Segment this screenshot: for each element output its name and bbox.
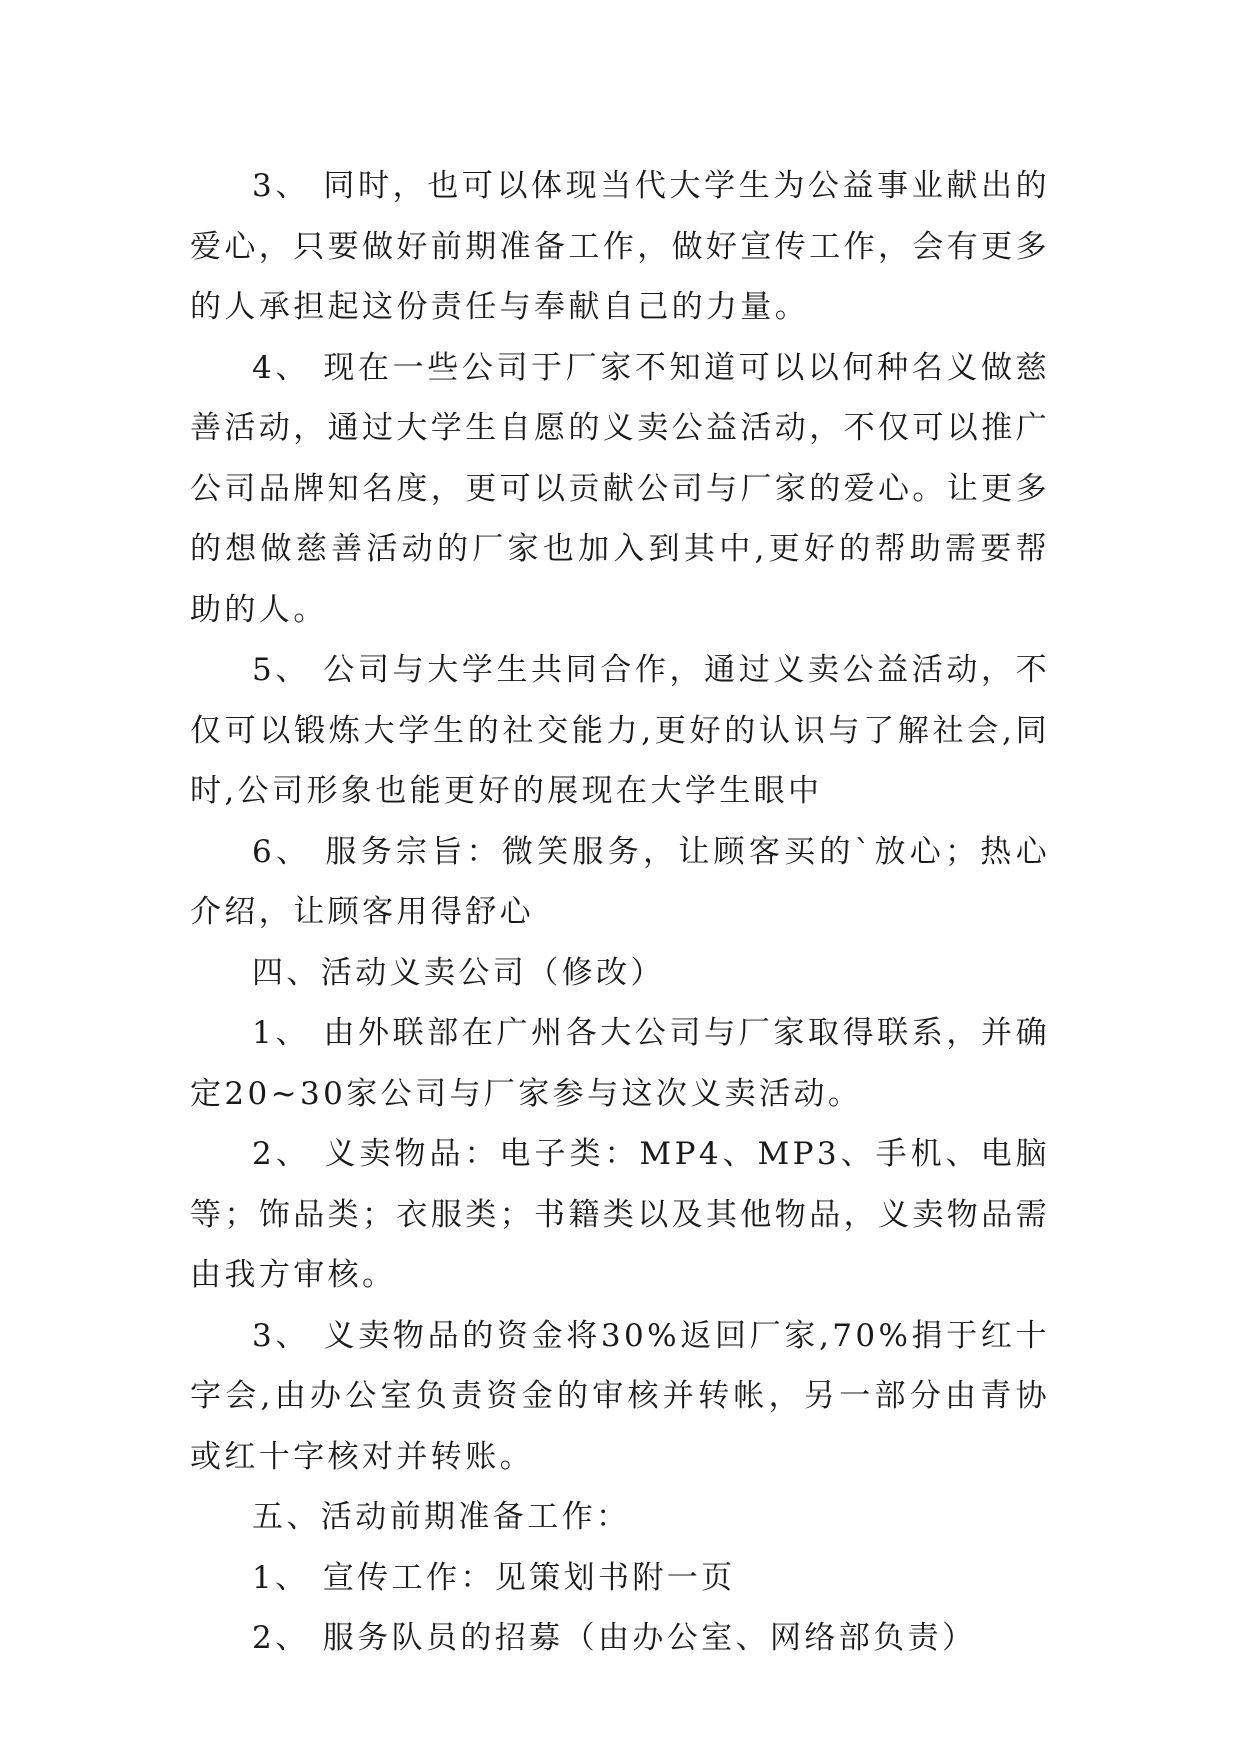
paragraph-item-3-public-welfare: 3、 同时，也可以体现当代大学生为公益事业献出的爱心，只要做好前期准备工作，做好宣传工作，会有更多的人承担起这份责任与奉献自己的力量。 — [190, 168, 1050, 325]
paragraph-item-4-company-charity: 4、 现在一些公司于厂家不知道可以以何种名义做慈善活动，通过大学生自愿的义卖公益活动，不仅可以推广公司品牌知名度，更可以贡献公司与厂家的爱心。让更多的想做慈善活动的厂家也加入到其中,更好的帮助需要帮助的人。 — [190, 349, 1050, 628]
paragraph-item-5-cooperation: 5、 公司与大学生共同合作，通过义卖公益活动，不仅可以锻炼大学生的社交能力,更好的认识与了解社会,同时,公司形象也能更好的展现在大学生眼中 — [190, 652, 1050, 809]
section-heading-preparation: 五、活动前期准备工作： — [252, 1499, 631, 1535]
paragraph-item-2-recruitment: 2、 服务队员的招募（由办公室、网络部负责） — [252, 1620, 977, 1656]
paragraph-item-6-service-tenet: 6、 服务宗旨：微笑服务，让顾客买的`放心；热心介绍，让顾客用得舒心 — [190, 833, 1050, 930]
document-page — [190, 156, 1050, 1669]
section-heading-charity-sale-companies: 四、活动义卖公司（修改） — [252, 954, 665, 991]
paragraph-item-1-publicity: 1、 宣传工作：见策划书附一页 — [252, 1559, 736, 1596]
paragraph-item-3-funds: 3、 义卖物品的资金将30%返回厂家,70%捐于红十字会,由办公室负责资金的审核并转帐，另一部分由青协或红十字核对并转账。 — [190, 1317, 1050, 1475]
paragraph-item-1-external-contact: 1、 由外联部在广州各大公司与厂家取得联系，并确定20~30家公司与厂家参与这次义卖活动。 — [190, 1015, 1050, 1112]
paragraph-item-2-sale-goods: 2、 义卖物品：电子类：MP4、MP3、手机、电脑等；饰品类；衣服类；书籍类以及其他物品，义卖物品需由我方审核。 — [190, 1136, 1050, 1293]
